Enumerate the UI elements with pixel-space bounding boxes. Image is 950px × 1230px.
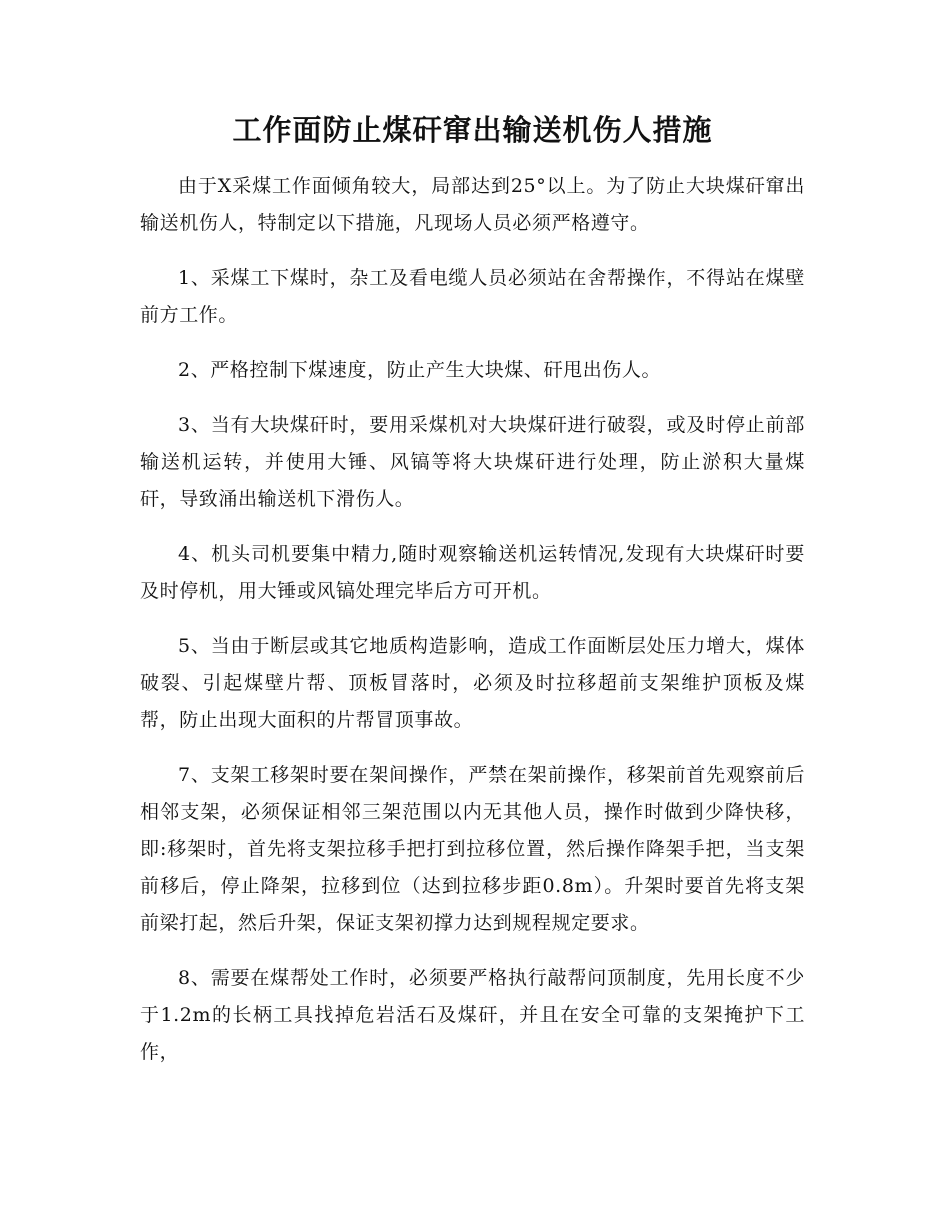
document-page xyxy=(140,110,805,1089)
document-title: 工作面防止煤矸窜出输送机伤人措施 xyxy=(232,113,713,147)
paragraph-item-8: 8、需要在煤帮处工作时，必须要严格执行敲帮问顶制度，先用长度不少于1.2m的长柄工具找掉危岩活石及煤矸，并且在安全可靠的支架掩护下工作， xyxy=(140,967,805,1063)
paragraph-item-4: 4、机头司机要集中精力,随时观察输送机运转情况,发现有大块煤矸时要及时停机，用大锤或风镐处理完毕后方可开机。 xyxy=(140,543,805,602)
paragraph-item-2: 2、严格控制下煤速度，防止产生大块煤、矸甩出伤人。 xyxy=(178,359,662,381)
paragraph-item-1: 1、采煤工下煤时，杂工及看电缆人员必须站在舍帮操作，不得站在煤壁前方工作。 xyxy=(140,267,805,326)
paragraph-item-5: 5、当由于断层或其它地质构造影响，造成工作面断层处压力增大，煤体破裂、引起煤壁片帮、顶板冒落时，必须及时拉移超前支架维护顶板及煤帮，防止出现大面积的片帮冒顶事故。 xyxy=(140,635,805,731)
paragraph-item-7: 7、支架工移架时要在架间操作，严禁在架前操作，移架前首先观察前后相邻支架，必须保证相邻三架范围以内无其他人员，操作时做到少降快移，即:移架时，首先将支架拉移手把打到拉移位置，然后操作降架手把，当支架前移后，停止降架，拉移到位（达到拉移步距0.8m）。升架时要首先将支架前梁打起，然后升架，保证支架初撑力达到规程规定要求。 xyxy=(140,764,805,934)
paragraph-item-3: 3、当有大块煤矸时，要用采煤机对大块煤矸进行破裂，或及时停止前部输送机运转，并使用大锤、风镐等将大块煤矸进行处理，防止淤积大量煤矸，导致涌出输送机下滑伤人。 xyxy=(140,414,805,510)
paragraph-intro: 由于X采煤工作面倾角较大，局部达到25°以上。为了防止大块煤矸窜出输送机伤人，特制定以下措施，凡现场人员必须严格遵守。 xyxy=(140,175,805,234)
